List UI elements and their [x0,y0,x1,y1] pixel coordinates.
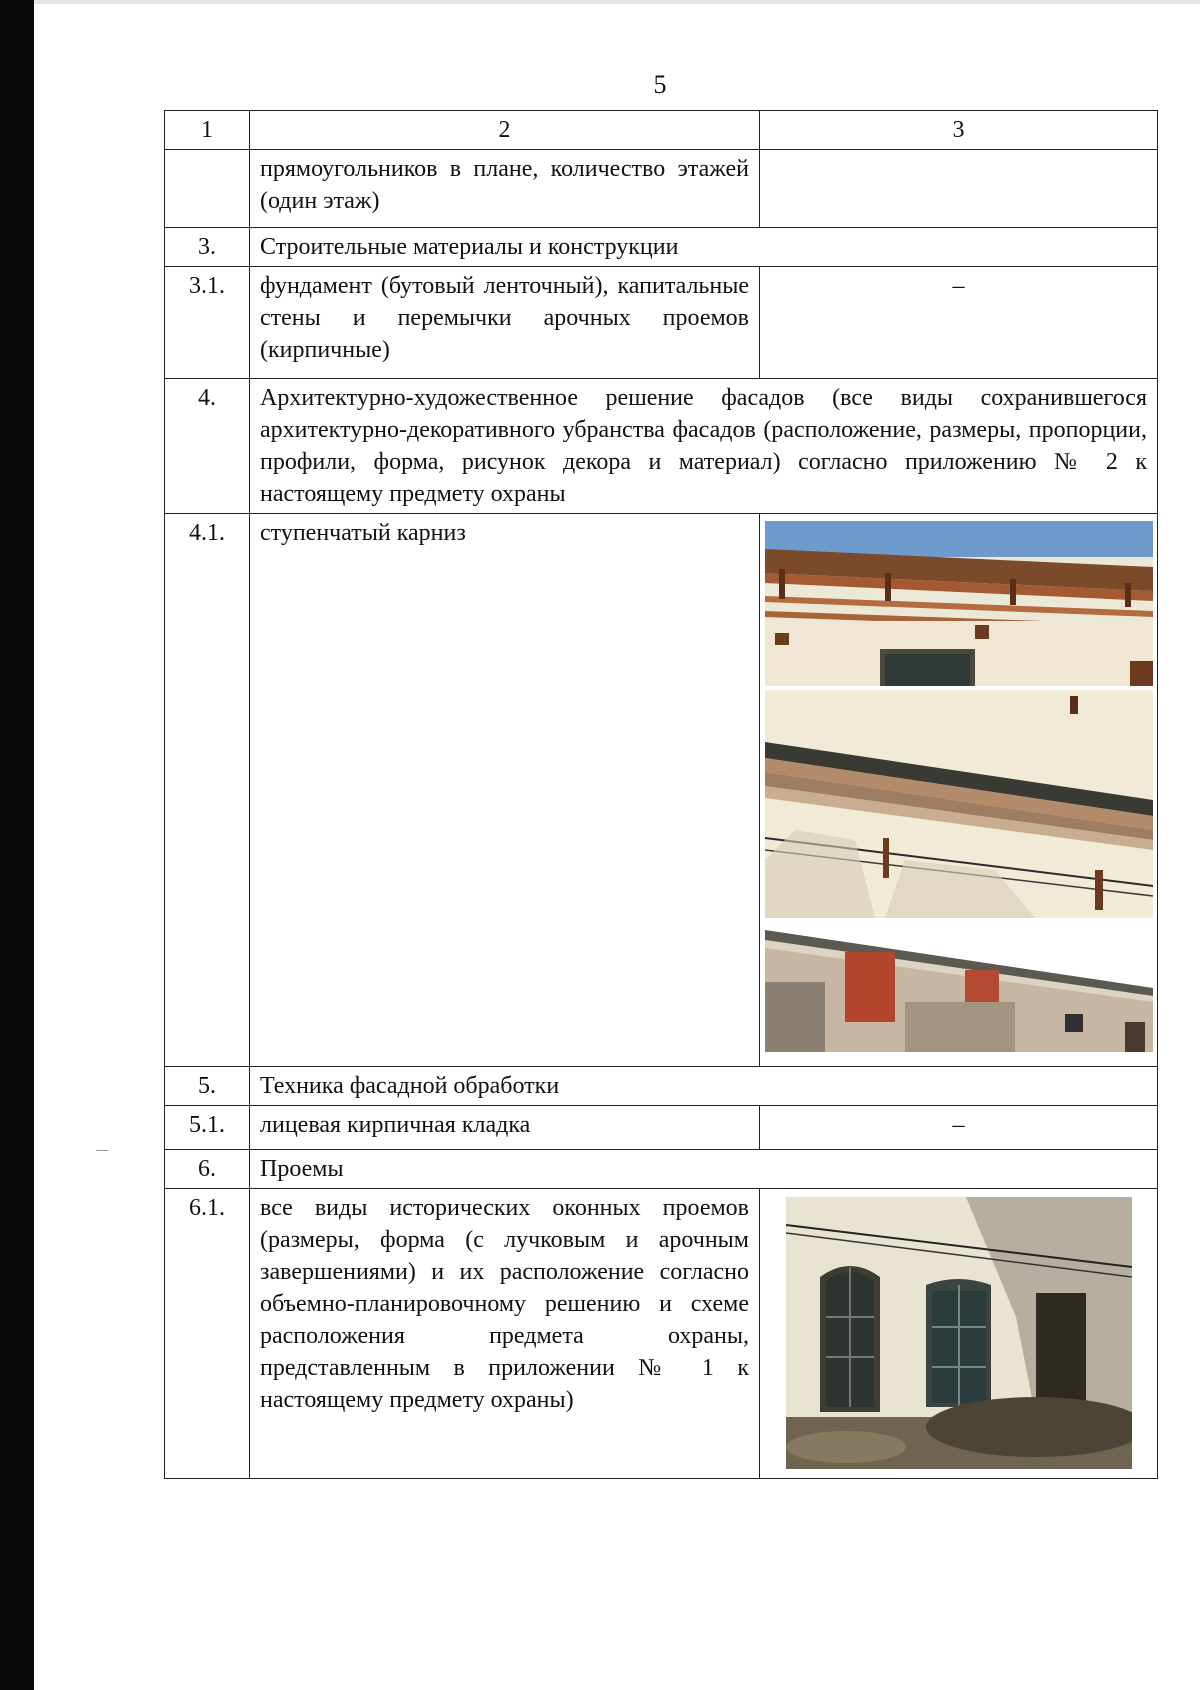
table-row [165,267,1158,379]
row-number: 6.1. [165,1189,250,1479]
row-col3: – [760,267,1158,379]
row-col3: – [760,1106,1158,1150]
row-col3 [760,150,1158,228]
page-number: 5 [653,70,667,99]
row-text: лицевая кирпичная кладка [250,1106,760,1150]
scan-top-edge [34,0,1200,4]
section-title: Строительные материалы и конструкции [250,228,1158,267]
photo-cell [760,514,1158,1067]
section-row [165,379,1158,514]
table-row [165,1189,1158,1479]
row-number: 3. [165,228,250,267]
row-number: 4. [165,379,250,514]
table-header-row [165,111,1158,150]
row-text: все виды исторических оконных проемов (размеры, форма (с лучковым и арочным завершениями) и их расположение согласно объемно-планировочному решению и схеме расположения предмета охраны, представленным в приложении № 1 к настоящему предмету охраны) [250,1189,760,1479]
cornice-photo-3 [765,922,1153,1052]
row-number [165,150,250,228]
row-text: прямоугольников в плане, количество этажей (один этаж) [250,150,760,228]
section-row [165,228,1158,267]
row-number: 5. [165,1067,250,1106]
header-col-2: 2 [250,111,760,150]
table-row [165,514,1158,1067]
section-title: Техника фасадной обработки [250,1067,1158,1106]
scan-mark [96,1150,108,1151]
cornice-photo-1 [765,521,1153,686]
table-row [165,1106,1158,1150]
row-text: фундамент (бутовый ленточный), капитальные стены и перемычки арочных проемов (кирпичные) [250,267,760,379]
section-title: Проемы [250,1150,1158,1189]
header-col-1: 1 [165,111,250,150]
row-number: 4.1. [165,514,250,1067]
row-text: ступенчатый карниз [250,514,760,1067]
section-row [165,1067,1158,1106]
protection-table [164,110,1158,1479]
scan-left-border [0,0,34,1690]
row-number: 3.1. [165,267,250,379]
row-number: 5.1. [165,1106,250,1150]
window-openings-photo [786,1197,1132,1469]
table-row [165,150,1158,228]
row-number: 6. [165,1150,250,1189]
photo-cell [760,1189,1158,1479]
section-row [165,1150,1158,1189]
section-title: Архитектурно-художественное решение фасадов (все виды сохранившегося архитектурно-декоративного убранства фасадов (расположение, размеры, пропорции, профили, форма, рисунок декора и материал) согласно приложению № 2 к настоящему предмету охраны [250,379,1158,514]
cornice-photo-2 [765,690,1153,918]
header-col-3: 3 [760,111,1158,150]
